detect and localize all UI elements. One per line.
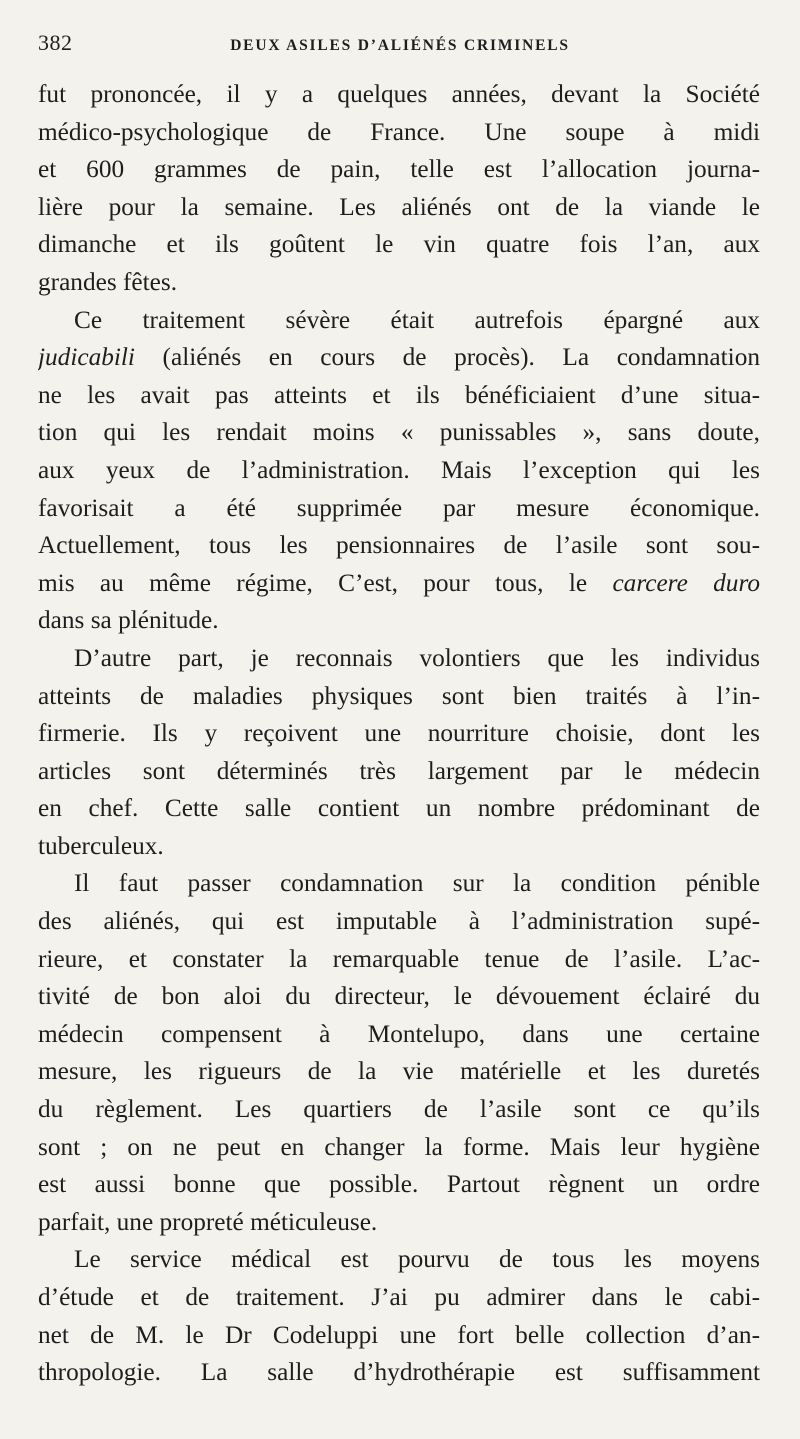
text-line: tion qui les rendait moins « punissables », sans doute, [38, 418, 760, 447]
body-text [38, 76, 760, 1392]
text-line: D’autre part, je reconnais volontiers que les individus [74, 643, 760, 672]
text-line: est aussi bonne que possible. Partout règnent un ordre [38, 1170, 760, 1199]
paragraph-3 [38, 640, 760, 866]
text-line: net de M. le Dr Codeluppi une fort belle collection d’an- [38, 1320, 760, 1349]
text-line: en chef. Cette salle contient un nombre prédominant de [38, 794, 760, 823]
text-line: lière pour la semaine. Les aliénés ont de la viande le [38, 192, 760, 221]
text-line: Le service médical est pourvu de tous les moyens [74, 1245, 760, 1274]
text-line: favorisait a été supprimée par mesure économique. [38, 493, 760, 522]
text-line: tivité de bon aloi du directeur, le dévouement éclairé du [38, 982, 760, 1011]
paragraph-4 [38, 865, 760, 1241]
running-title: DEUX ASILES D’ALIÉNÉS CRIMINELS [230, 37, 570, 54]
paragraph-5 [38, 1241, 760, 1391]
text-line: atteints de maladies physiques sont bien traités à l’in- [38, 681, 760, 710]
text-line: du règlement. Les quartiers de l’asile sont ce qu’ils [38, 1095, 760, 1124]
text-line: et 600 grammes de pain, telle est l’allocation journa- [38, 155, 760, 184]
text-line: d’étude et de traitement. J’ai pu admirer dans le cabi- [38, 1283, 760, 1311]
text-line: thropologie. La salle d’hydrothérapie est suffisamment [38, 1358, 760, 1387]
text-line: firmerie. Ils y reçoivent une nourriture choisie, dont les [38, 719, 760, 748]
text-line: aux yeux de l’administration. Mais l’exception qui les [38, 455, 760, 484]
text-line: dimanche et ils goûtent le vin quatre fois l’an, aux [38, 230, 760, 259]
text-line: articles sont déterminés très largement par le médecin [38, 756, 760, 785]
text-line: Ce traitement sévère était autrefois épargné aux [74, 305, 760, 334]
text-line: Actuellement, tous les pensionnaires de l’asile sont sou- [38, 531, 760, 560]
paragraph-1 [38, 76, 760, 302]
text-line: mis au même régime, C’est, pour tous, le carcere duro [38, 568, 760, 597]
text-line: rieure, et constater la remarquable tenue de l’asile. L’ac- [38, 944, 760, 973]
running-head [38, 30, 760, 70]
paragraph-2 [38, 302, 760, 640]
text-line: grandes fêtes. [38, 267, 178, 296]
text-line: mesure, les rigueurs de la vie matérielle et les duretés [38, 1057, 760, 1086]
text-line: sont ; on ne peut en changer la forme. Mais leur hygiène [38, 1132, 760, 1161]
text-line: médico-psychologique de France. Une soupe à midi [38, 117, 760, 146]
text-line: des aliénés, qui est imputable à l’administration supé- [38, 907, 760, 936]
text-line: judicabili (aliénés en cours de procès). La condamnation [38, 343, 760, 372]
page-number: 382 [38, 30, 73, 55]
text-line: ne les avait pas atteints et ils bénéficiaient d’une situa- [38, 380, 760, 409]
text-line: tuberculeux. [38, 831, 164, 860]
text-line: fut prononcée, il y a quelques années, devant la Société [38, 80, 760, 108]
text-line: dans sa plénitude. [38, 606, 219, 635]
text-line: Il faut passer condamnation sur la condition pénible [74, 869, 760, 898]
text-line: médecin compensent à Montelupo, dans une certaine [38, 1019, 760, 1048]
text-line: parfait, une propreté méticuleuse. [38, 1207, 378, 1236]
